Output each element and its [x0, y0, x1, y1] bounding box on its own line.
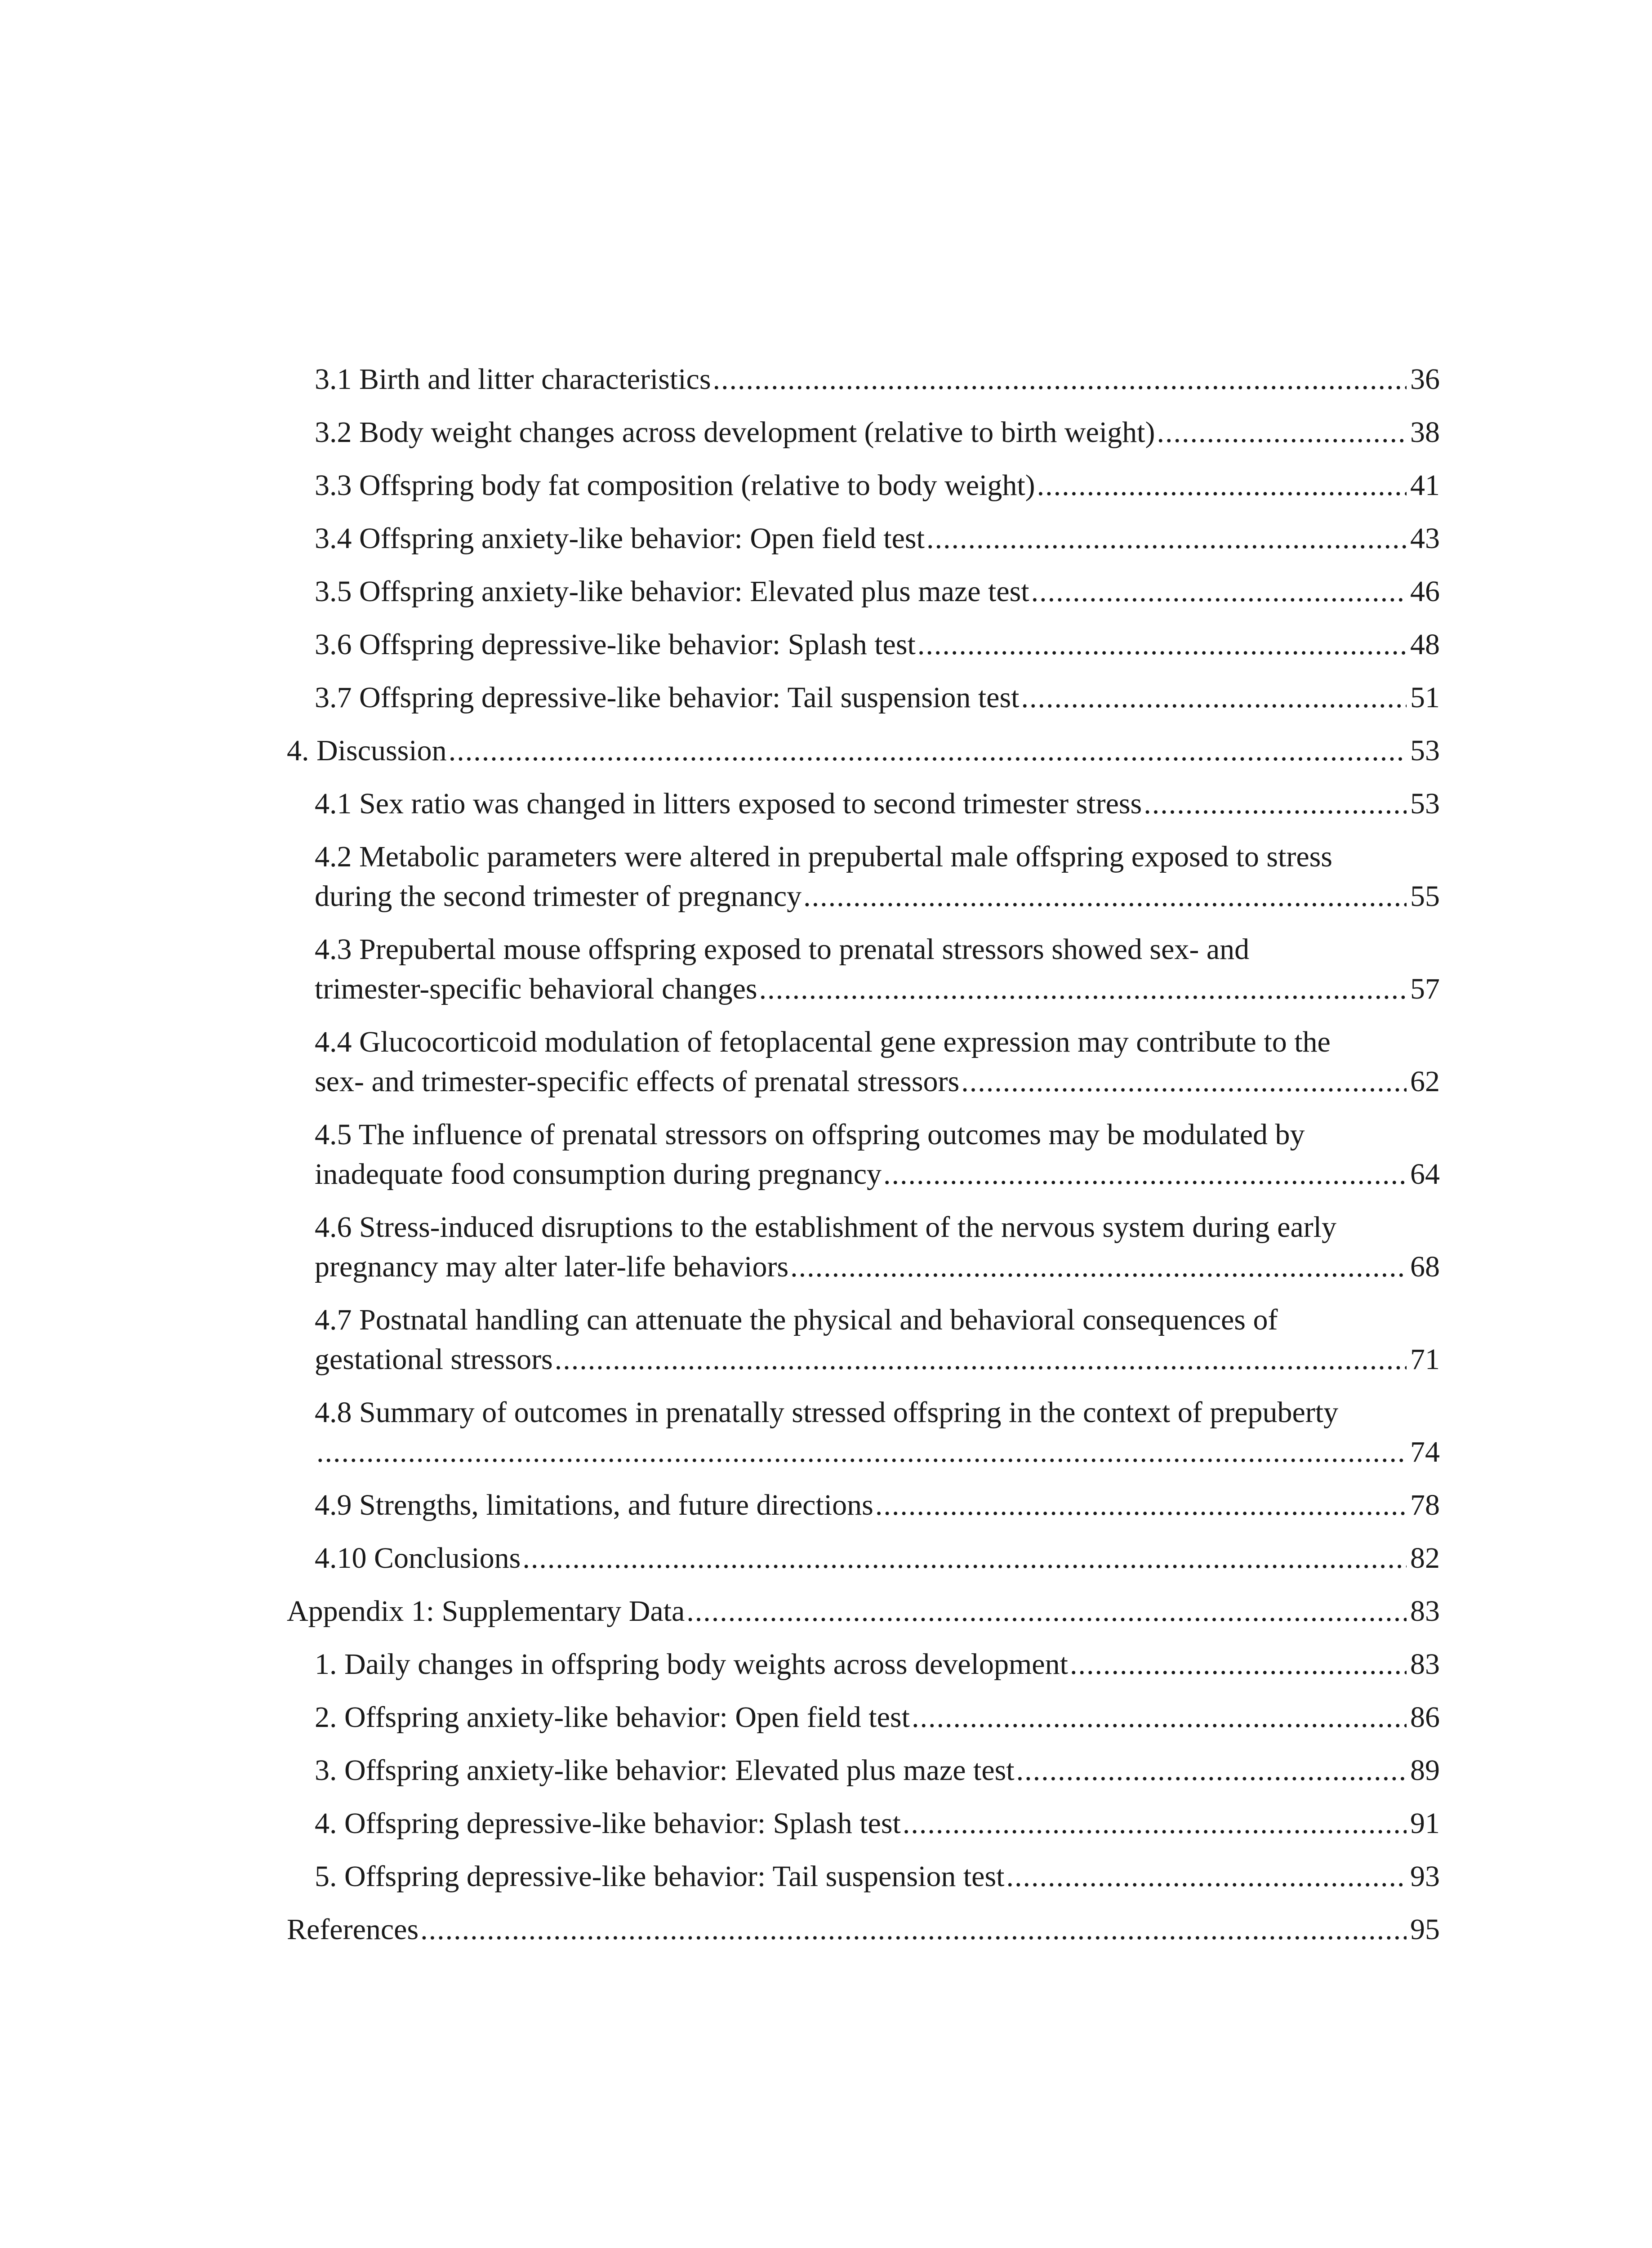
toc-entry-leader-line: [315, 572, 1440, 611]
toc-entry-leader-line: [315, 413, 1440, 452]
toc-entry-title: 2. Offspring anxiety-like behavior: Open field test: [315, 1701, 910, 1734]
toc-entry[interactable]: [287, 1910, 1440, 1949]
toc-entry-title: 4. Discussion: [287, 734, 447, 767]
dot-leader: [1037, 466, 1407, 505]
dot-leader: [316, 1432, 1407, 1472]
toc-entry[interactable]: [287, 731, 1440, 771]
toc-entry-page-number: 53: [1410, 734, 1440, 767]
toc-entry-page-number: 48: [1410, 628, 1440, 661]
toc-entry[interactable]: [287, 625, 1440, 665]
toc-entry[interactable]: [287, 1300, 1440, 1379]
dot-leader: [1031, 572, 1407, 611]
toc-entry-page-number: 55: [1410, 880, 1440, 913]
toc-entry-page-number: 64: [1410, 1158, 1440, 1191]
toc-entry[interactable]: [287, 466, 1440, 505]
toc-entry[interactable]: [287, 1698, 1440, 1737]
toc-entry-leader-line: [315, 969, 1440, 1009]
toc-entry[interactable]: [287, 1022, 1440, 1102]
dot-leader: [713, 360, 1407, 399]
toc-entry-leader-line: [315, 519, 1440, 558]
toc-entry-title: References: [287, 1913, 419, 1946]
toc-entry-page-number: 41: [1410, 469, 1440, 502]
toc-entry-title-line: 4.8 Summary of outcomes in prenatally stressed offspring in the context of prepuberty: [315, 1396, 1339, 1429]
toc-entry-title: 3. Offspring anxiety-like behavior: Elevated plus maze test: [315, 1754, 1015, 1787]
toc-entry-title-line: 4.7 Postnatal handling can attenuate the physical and behavioral consequences of: [315, 1303, 1278, 1336]
toc-entry-leader-line: [315, 678, 1440, 718]
toc-entry-leader-line: [287, 1592, 1440, 1631]
toc-entry[interactable]: [287, 1857, 1440, 1896]
toc-entry-page-number: 57: [1410, 972, 1440, 1005]
toc-entry-leader-line: [315, 360, 1440, 399]
toc-entry[interactable]: [287, 784, 1440, 824]
toc-entry-title: trimester-specific behavioral changes: [315, 972, 757, 1005]
toc-entry-leader-line: [315, 625, 1440, 665]
toc-entry[interactable]: [287, 678, 1440, 718]
toc-entry[interactable]: [287, 1592, 1440, 1631]
dot-leader: [803, 877, 1407, 916]
dot-leader: [555, 1340, 1407, 1379]
toc-entry-title: 3.2 Body weight changes across development (relative to birth weight): [315, 416, 1155, 449]
toc-entry-leader-line: [315, 877, 1440, 916]
toc-entry-title: 4.9 Strengths, limitations, and future directions: [315, 1489, 873, 1521]
dot-leader: [686, 1592, 1407, 1631]
toc-entry-title: pregnancy may alter later-life behaviors: [315, 1250, 789, 1283]
toc-entry-leader-line: [315, 1857, 1440, 1896]
toc-entry-page-number: 74: [1410, 1436, 1440, 1468]
toc-entry-page-number: 91: [1410, 1807, 1440, 1840]
toc-entry[interactable]: [287, 360, 1440, 399]
toc-entry-page-number: 95: [1410, 1913, 1440, 1946]
toc-entry-leader-line: [315, 784, 1440, 824]
toc-entry-leader-line: [315, 1340, 1440, 1379]
toc-entry-page-number: 71: [1410, 1343, 1440, 1376]
dot-leader: [875, 1485, 1407, 1525]
dot-leader: [759, 969, 1407, 1009]
toc-entry-page-number: 36: [1410, 363, 1440, 396]
toc-entry[interactable]: [287, 519, 1440, 558]
toc-entry[interactable]: [287, 1804, 1440, 1843]
dot-leader: [522, 1539, 1407, 1578]
toc-entry-page-number: 38: [1410, 416, 1440, 449]
toc-entry[interactable]: [287, 1751, 1440, 1790]
toc-entry[interactable]: [287, 572, 1440, 611]
toc-entry-page-number: 93: [1410, 1860, 1440, 1893]
toc-entry-page-number: 82: [1410, 1542, 1440, 1574]
toc-entry[interactable]: [287, 837, 1440, 916]
dot-leader: [926, 519, 1407, 558]
toc-entry[interactable]: [287, 1645, 1440, 1684]
toc-entry-title: 4.1 Sex ratio was changed in litters exposed to second trimester stress: [315, 787, 1142, 820]
toc-entry-page-number: 83: [1410, 1595, 1440, 1628]
dot-leader: [1144, 784, 1407, 824]
toc-entry-page-number: 51: [1410, 681, 1440, 714]
table-of-contents: [287, 360, 1440, 1963]
toc-entry-leader-line: [315, 1247, 1440, 1287]
toc-entry-leader-line: [315, 1485, 1440, 1525]
toc-entry-leader-line: [315, 1645, 1440, 1684]
toc-entry[interactable]: [287, 930, 1440, 1009]
toc-entry-leader-line: [315, 1804, 1440, 1843]
toc-entry-title-line: 4.5 The influence of prenatal stressors on offspring outcomes may be modulated by: [315, 1118, 1305, 1151]
toc-entry-title-line: 4.4 Glucocorticoid modulation of fetoplacental gene expression may contribute to the: [315, 1026, 1331, 1058]
toc-entry-page-number: 68: [1410, 1250, 1440, 1283]
toc-entry-page-number: 78: [1410, 1489, 1440, 1521]
toc-entry-title: 3.1 Birth and litter characteristics: [315, 363, 711, 396]
dot-leader: [1157, 413, 1407, 452]
toc-entry-page-number: 62: [1410, 1065, 1440, 1098]
toc-entry-title: 5. Offspring depressive-like behavior: Tail suspension test: [315, 1860, 1005, 1893]
dot-leader: [790, 1247, 1407, 1287]
toc-entry-leader-line: [315, 1698, 1440, 1737]
toc-entry-title: 3.6 Offspring depressive-like behavior: Splash test: [315, 628, 916, 661]
toc-entry[interactable]: [287, 1115, 1440, 1194]
toc-entry-title: 3.4 Offspring anxiety-like behavior: Open field test: [315, 522, 925, 555]
toc-entry-title: 3.3 Offspring body fat composition (relative to body weight): [315, 469, 1035, 502]
toc-entry-page-number: 46: [1410, 575, 1440, 608]
dot-leader: [449, 731, 1407, 771]
dot-leader: [883, 1155, 1407, 1194]
dot-leader: [1021, 678, 1407, 718]
toc-entry-leader-line: [287, 1910, 1440, 1949]
toc-entry-title: 1. Daily changes in offspring body weights across development: [315, 1648, 1068, 1681]
toc-entry-title: inadequate food consumption during pregnancy: [315, 1158, 882, 1191]
toc-entry-leader-line: [315, 1539, 1440, 1578]
dot-leader: [1070, 1645, 1407, 1684]
toc-entry-page-number: 86: [1410, 1701, 1440, 1734]
dot-leader: [903, 1804, 1407, 1843]
toc-entry[interactable]: [287, 1393, 1440, 1472]
toc-entry[interactable]: [287, 1208, 1440, 1287]
toc-entry-title: gestational stressors: [315, 1343, 553, 1376]
toc-entry-leader-line: [315, 1155, 1440, 1194]
toc-entry-page-number: 53: [1410, 787, 1440, 820]
dot-leader: [912, 1698, 1407, 1737]
toc-entry-title-line: 4.6 Stress-induced disruptions to the establishment of the nervous system during early: [315, 1211, 1336, 1244]
toc-entry-leader-line: [287, 731, 1440, 771]
toc-entry-page-number: 83: [1410, 1648, 1440, 1681]
dot-leader: [961, 1062, 1407, 1102]
toc-entry-title: 4.10 Conclusions: [315, 1542, 521, 1574]
toc-entry-leader-line: [315, 1062, 1440, 1102]
toc-entry-title: 3.7 Offspring depressive-like behavior: Tail suspension test: [315, 681, 1020, 714]
dot-leader: [1006, 1857, 1407, 1896]
toc-entry[interactable]: [287, 413, 1440, 452]
toc-entry-title-line: 4.3 Prepubertal mouse offspring exposed to prenatal stressors showed sex- and: [315, 933, 1250, 966]
dot-leader: [420, 1910, 1407, 1949]
toc-entry-leader-line: [315, 1751, 1440, 1790]
toc-entry-leader-line: [315, 1432, 1440, 1472]
toc-entry-leader-line: [315, 466, 1440, 505]
toc-entry-page-number: 89: [1410, 1754, 1440, 1787]
dot-leader: [1016, 1751, 1407, 1790]
toc-entry-title: sex- and trimester-specific effects of prenatal stressors: [315, 1065, 960, 1098]
toc-entry-title: 4. Offspring depressive-like behavior: Splash test: [315, 1807, 901, 1840]
toc-entry-title: 3.5 Offspring anxiety-like behavior: Elevated plus maze test: [315, 575, 1029, 608]
dot-leader: [917, 625, 1407, 665]
toc-entry[interactable]: [287, 1485, 1440, 1525]
toc-entry-title-line: 4.2 Metabolic parameters were altered in prepubertal male offspring exposed to stress: [315, 840, 1332, 873]
toc-entry-title: Appendix 1: Supplementary Data: [287, 1595, 685, 1628]
toc-entry-page-number: 43: [1410, 522, 1440, 555]
toc-entry-title: during the second trimester of pregnancy: [315, 880, 802, 913]
toc-entry[interactable]: [287, 1539, 1440, 1578]
